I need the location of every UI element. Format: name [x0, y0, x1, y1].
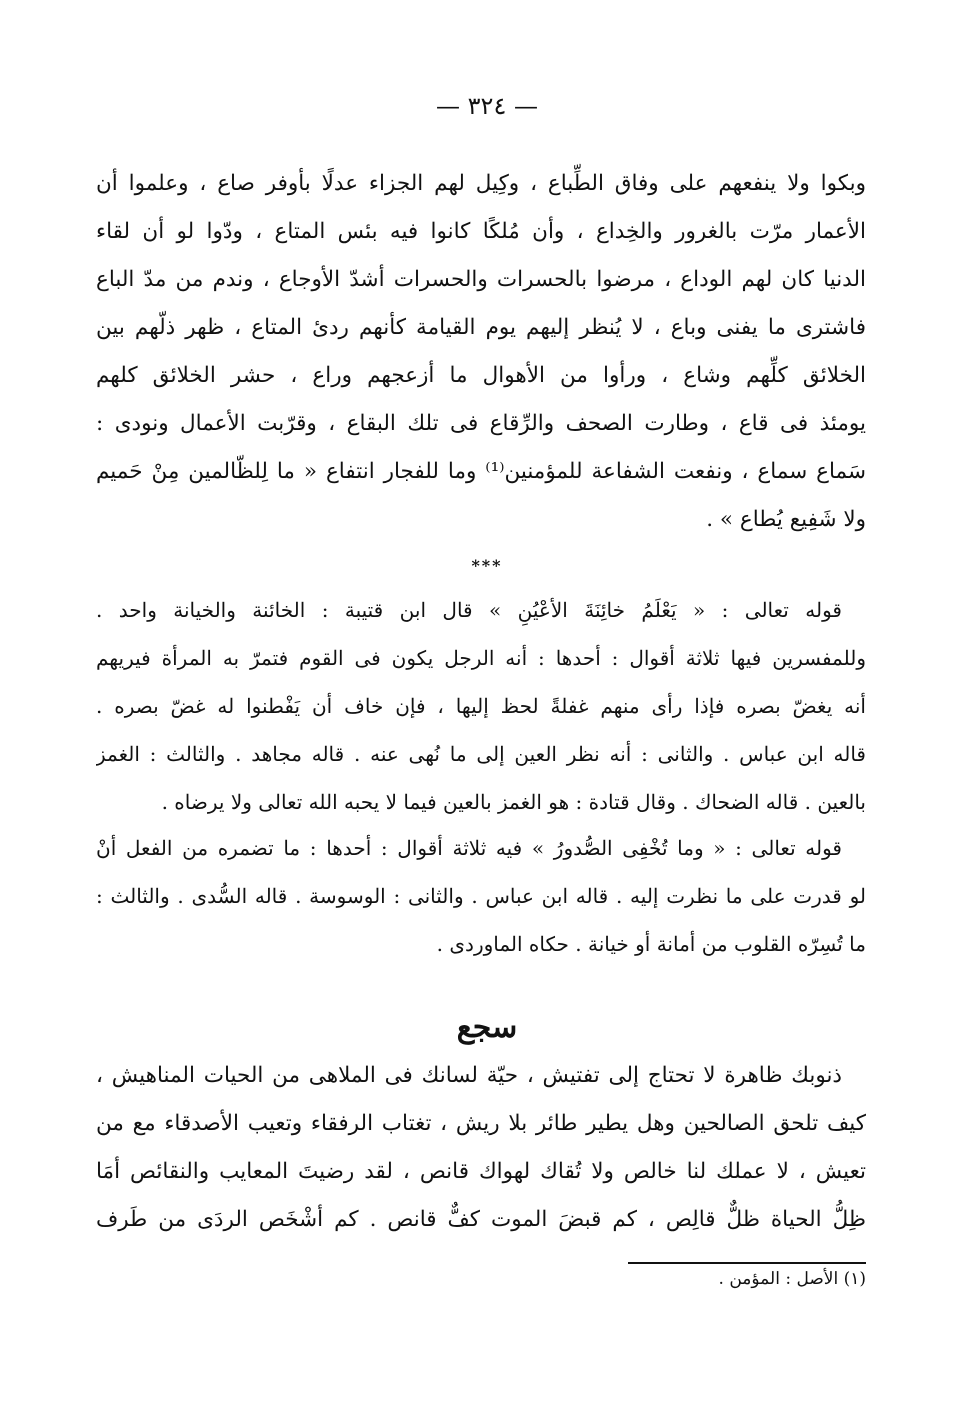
text-line: تعيش ، لا عملك لنا خالص ولا تُقاك لهواك قانص ، لقد رضيتَ المعايب والنقائص أمَا	[96, 1159, 866, 1184]
paragraph-top	[96, 160, 866, 544]
text-line: بالعين . قاله الضحاك . وقال قتادة : هو الغمز بالعين فيما لا يحبه الله تعالى ولا يرضاه .	[161, 790, 866, 814]
tafsir-paragraph-2	[96, 824, 866, 968]
text-line: فاشترى ما يفنى وباع ، لا يُنظر إليهم يوم القيامة كأنهم ردئ المتاع ، ظهر ذلّهم بين	[96, 315, 866, 340]
footnote: (١) الأصل : المؤمن .	[718, 1269, 866, 1289]
section-separator: ***	[471, 556, 503, 575]
text-line: كيف تلحق الصالحين وهل يطير طائر بلا ريش ، تغتاب الرفقاء وتعيب الأصدقاء مع من	[96, 1111, 866, 1136]
text-line: ظِلُّ الحياة ظلٌّ قالِص ، كم قبضَ الموت كفٌّ قانص . كم أشْخَص الردَى من طَرف	[96, 1207, 866, 1232]
text-line: ذنوبك ظاهرة لا تحتاج إلى تفتيش ، حيّة لسانك فى الملاهى من الحيات المناهيش ،	[96, 1063, 842, 1088]
text-line: لو قدرت على ما نظرت إليه . قاله ابن عباس . والثانى : الوسوسة . قاله السُّدى . والثالث :	[96, 884, 866, 908]
text-line: الخلائق كلِّهم وشاع ، ورأوا من الأهوال ما أزعجهم وراع ، حشر الخلائق كلهم	[96, 363, 866, 388]
text-line: ما تُسِرّه القلوب من أمانة أو خيانة . حكاه الماوردى .	[436, 932, 866, 956]
text-line: الدنيا كان لهم الوداع ، مرضوا بالحسرات والحسرات أشدّ الأوجاع ، وندم من مدّ الباع	[96, 267, 866, 292]
footnote-divider	[628, 1262, 866, 1264]
page-number: — ٣٢٤ —	[436, 92, 538, 120]
text-line: قوله تعالى : « يَعْلَمُ خائِنَةَ الأعْيُنِ » قال ابن قتيبة : الخائنة والخيانة واحد .	[96, 598, 842, 622]
text-line: قاله ابن عباس . والثانى : أنه نظر العين إلى ما نُهى عنه . قاله مجاهد . والثالث : الغمز	[96, 742, 866, 766]
text-line: يومئذ فى قاع ، وطارت الصحف والرِّقاع فى تلك البقاع ، وقرّبت الأعمال ونودى :	[96, 411, 866, 436]
text-line: قوله تعالى : « وما تُخْفِى الصُّدورُ » فيه ثلاثة أقوال : أحدها : ما تضمره من الفعل أنْ	[96, 836, 842, 860]
text-line: أنه يغضّ بصره فإذا رأى منهم غفلةً لحظ إليها ، فإن خاف أن يَفْطنوا له غضّ بصره .	[96, 694, 866, 718]
text-line: ولا شَفِيع يُطاع » .	[706, 507, 866, 532]
text-line: الأعمار مرّت بالغرور والخِداع ، وأن مُلكًا كانوا فيه بئس المتاع ، ودّوا لو أن لقاء	[96, 219, 866, 244]
text-line: سَماع سماع ، ونفعت الشفاعة للمؤمنين⁽¹⁾ وما للفجار انتفاع « ما لِلظّالمين مِنْ حَميم	[96, 459, 866, 484]
section-heading: سجع	[456, 1010, 518, 1045]
tafsir-paragraph-1	[96, 586, 866, 826]
text-line: وللمفسرين فيها ثلاثة أقوال : أحدها : أنه الرجل يكون فى القوم فتمرّ به المرأة فيريهم	[96, 646, 866, 670]
text-line: وبكوا ولا ينفعهم على وفاق الطِّباع ، وكِيل لهم الجزاء عدلًا بأوفر صاع ، وعلموا أن	[96, 171, 866, 196]
saj-paragraph	[96, 1052, 866, 1244]
